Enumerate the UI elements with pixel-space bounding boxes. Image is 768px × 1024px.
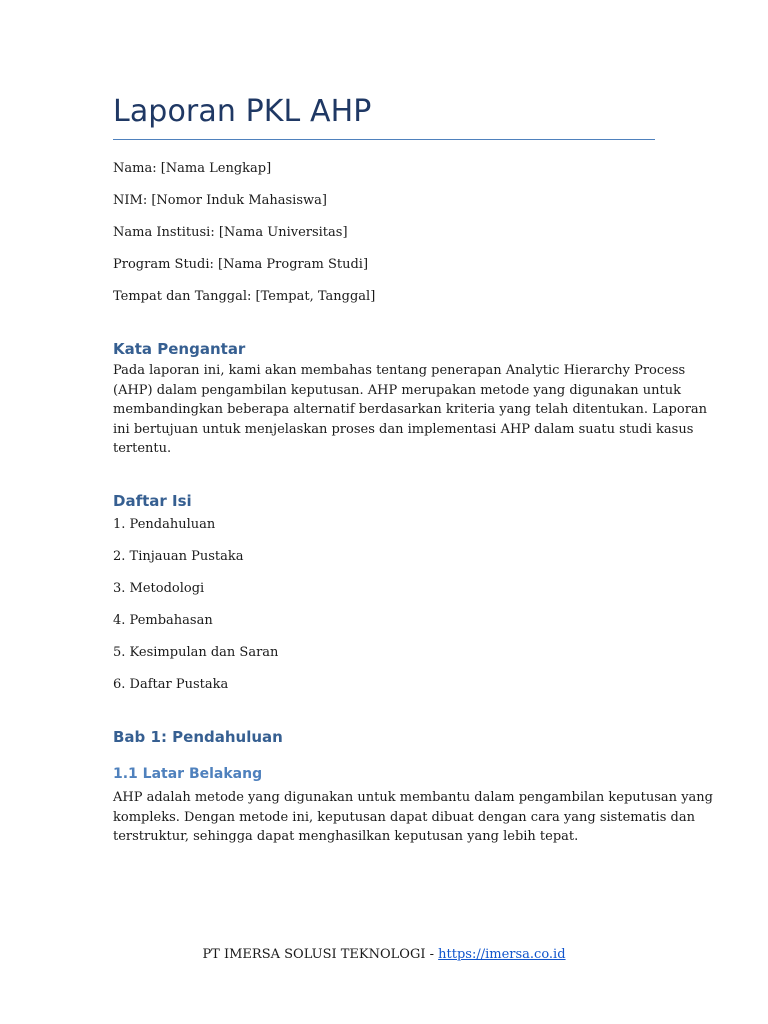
paragraph-line: terstruktur, sehingga dapat menghasilkan keputusan yang lebih tepat. xyxy=(113,829,579,844)
paragraph-kata-pengantar xyxy=(113,361,708,459)
info-program-studi: Program Studi: [Nama Program Studi] xyxy=(113,257,369,272)
toc-item: 3. Metodologi xyxy=(113,581,205,596)
paragraph-line: Pada laporan ini, kami akan membahas tentang penerapan Analytic Hierarchy Process xyxy=(113,363,686,378)
heading-bab-1: Bab 1: Pendahuluan xyxy=(113,728,283,746)
toc-item: 2. Tinjauan Pustaka xyxy=(113,549,244,564)
paragraph-latar-belakang xyxy=(113,788,713,847)
info-tempat-tanggal: Tempat dan Tanggal: [Tempat, Tanggal] xyxy=(113,289,376,304)
toc-item: 5. Kesimpulan dan Saran xyxy=(113,645,279,660)
heading-kata-pengantar: Kata Pengantar xyxy=(113,340,246,358)
title-underline xyxy=(113,139,655,140)
info-nim: NIM: [Nomor Induk Mahasiswa] xyxy=(113,193,327,208)
toc-item: 4. Pembahasan xyxy=(113,613,213,628)
toc-item: 6. Daftar Pustaka xyxy=(113,677,229,692)
page-footer xyxy=(0,945,768,964)
paragraph-line: kompleks. Dengan metode ini, keputusan dapat dibuat dengan cara yang sistematis dan xyxy=(113,809,695,825)
info-nama: Nama: [Nama Lengkap] xyxy=(113,161,272,176)
document-title: Laporan PKL AHP xyxy=(113,94,372,129)
footer-company: PT IMERSA SOLUSI TEKNOLOGI - xyxy=(202,947,439,962)
heading-daftar-isi: Daftar Isi xyxy=(113,492,192,510)
paragraph-line: tertentu. xyxy=(113,441,172,456)
heading-latar-belakang: 1.1 Latar Belakang xyxy=(113,766,263,782)
paragraph-line: AHP adalah metode yang digunakan untuk membantu dalam pengambilan keputusan yang xyxy=(113,790,713,805)
toc-item: 1. Pendahuluan xyxy=(113,517,216,532)
paragraph-line: (AHP) dalam pengambilan keputusan. AHP merupakan metode yang digunakan untuk xyxy=(113,382,681,398)
paragraph-line: ini bertujuan untuk menjelaskan proses dan implementasi AHP dalam suatu studi kasus xyxy=(113,421,694,437)
footer-link[interactable]: https://imersa.co.id xyxy=(438,947,566,962)
paragraph-line: membandingkan beberapa alternatif berdasarkan kriteria yang telah ditentukan. Laporan xyxy=(113,402,708,417)
info-institusi: Nama Institusi: [Nama Universitas] xyxy=(113,225,348,240)
